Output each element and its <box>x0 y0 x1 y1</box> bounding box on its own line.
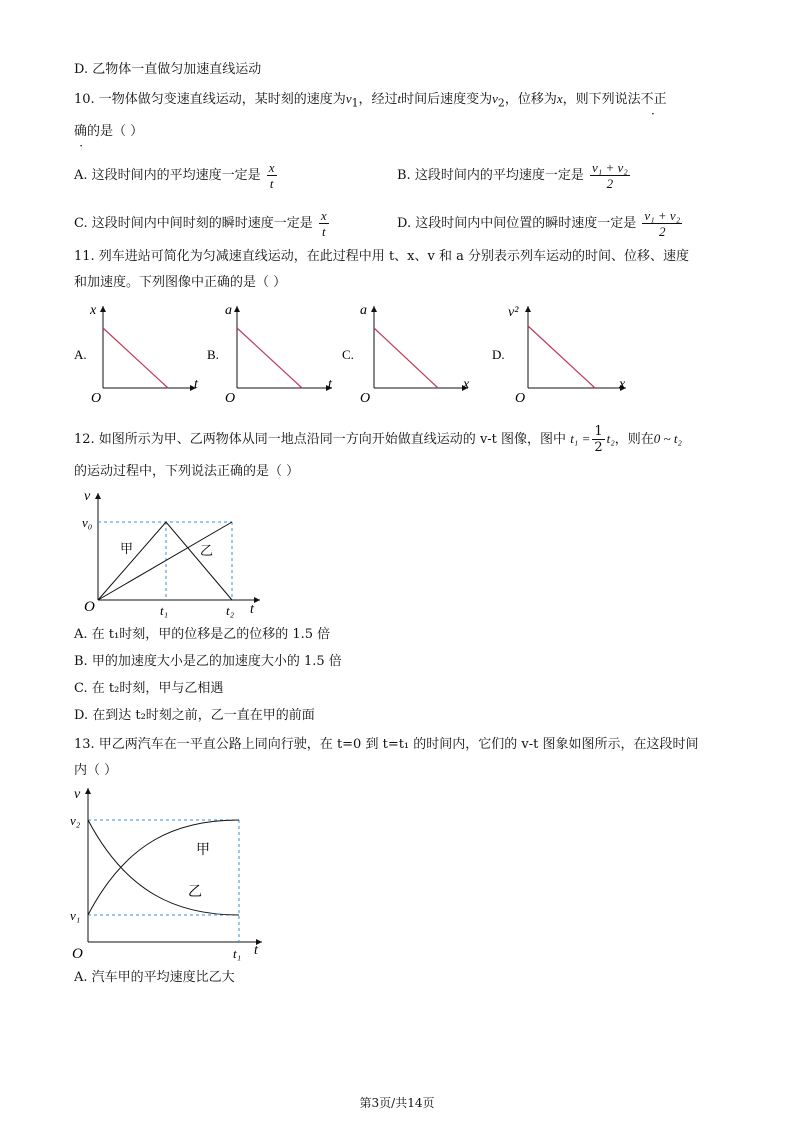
q13-graph <box>66 782 276 967</box>
q10-stem-line1: 10. 一物体做匀变速直线运动，某时刻的速度为$v_1$，经过t时间后速度变为$v_2$，位移为x，则下列说法不正 <box>74 91 667 110</box>
q12-v0-label: v₀ <box>82 515 93 530</box>
q12-graph <box>80 485 280 620</box>
q13-stem-line2: 内（ ） <box>74 763 118 778</box>
q10-option-c: C. 这段时间内中间时刻的瞬时速度一定是 $\frac{x}{t}$ <box>74 208 327 239</box>
q11-graph-c-y-label: a <box>360 303 367 318</box>
q11-graph-c-x-label: x <box>463 377 470 392</box>
q12-stem-line2: 的运动过程中，下列说法正确的是（ ） <box>74 464 300 479</box>
q13-curve-yi <box>88 820 239 915</box>
q11-graph-d-x-label: x <box>619 377 626 392</box>
q11-graph-c-origin: O <box>360 391 371 406</box>
q11-graph-d-line <box>528 326 595 388</box>
q13-x-label: t <box>254 943 258 958</box>
q12-jia-label: 甲 <box>120 541 134 556</box>
q11-stem-line2: 和加速度。下列图像中正确的是（ ） <box>74 275 287 290</box>
q11-graph-a-label: A. <box>74 347 87 362</box>
q13-origin: O <box>72 946 83 962</box>
q11-graph-d <box>492 305 626 406</box>
q12-origin: O <box>84 599 95 615</box>
q11-graph-a-y-label: x <box>90 303 97 318</box>
q13-y-label: v <box>74 787 81 802</box>
q12-option-a: A. 在 t₁时刻，甲的位移是乙的位移的 1.5 倍 <box>74 627 331 642</box>
q11-stem-line1: 11. 列车进站可简化为匀减速直线运动，在此过程中用 t、x、v 和 a 分别表示列车运动的时间、位移、速度 <box>74 249 689 264</box>
q12-t1-label: t₁ <box>160 603 169 618</box>
q13-yi-label: 乙 <box>188 885 202 900</box>
q10-stem-line2: 确的是（ ） <box>74 124 144 139</box>
q12-t2-label: t₂ <box>226 603 235 618</box>
q11-graph-c <box>342 303 470 406</box>
q11-graph-d-y-label: v² <box>508 305 519 320</box>
q12-x-label: t <box>250 602 254 617</box>
q11-graph-d-origin: O <box>515 391 526 406</box>
q13-jia-label: 甲 <box>196 843 210 858</box>
q11-graph-b-line <box>237 328 302 388</box>
page-footer: 第3页/共14页 <box>359 1096 435 1110</box>
q11-graph-b <box>207 303 333 406</box>
q13-v1-label: v₁ <box>70 908 81 923</box>
q12-option-b: B. 甲的加速度大小是乙的加速度大小的 1.5 倍 <box>74 654 342 669</box>
q11-graph-b-origin: O <box>225 391 236 406</box>
q11-graph-a <box>74 303 199 406</box>
q11-graph-b-x-label: t <box>328 377 332 392</box>
q13-t1-label: t₁ <box>233 946 242 961</box>
q13-curve-jia <box>88 820 239 915</box>
q12-yi-label: 乙 <box>200 543 214 558</box>
q10-emphasis: 不正 <box>640 92 667 107</box>
q10-option-d: D. 这段时间内中间位置的瞬时速度一定是 $\frac{\text{v₁ + v₂}}{2}$ <box>397 208 681 239</box>
q12-stem-line1: 12. 如图所示为甲、乙两物体从同一地点沿同一方向开始做直线运动的 v-t 图像，图中 t₁ = $\frac{1}{2}$ t₂，则在0 ~ t₂ <box>74 424 682 455</box>
q13-stem-line1: 13. 甲乙两汽车在一平直公路上同向行驶，在 t=0 到 t=t₁ 的时间内，它们的 v-t 图象如图所示，在这段时间 <box>74 737 699 752</box>
q11-graph-a-line <box>103 328 168 388</box>
q11-graph-c-label: C. <box>342 347 354 362</box>
q11-graph-b-label: B. <box>207 347 219 362</box>
q12-option-c: C. 在 t₂时刻，甲与乙相遇 <box>74 681 224 696</box>
q12-option-d: D. 在到达 t₂时刻之前，乙一直在甲的前面 <box>74 708 315 723</box>
q12-line-yi <box>98 522 232 600</box>
q9-option-d: D. 乙物体一直做匀加速直线运动 <box>74 62 262 77</box>
q13-option-a: A. 汽车甲的平均速度比乙大 <box>74 970 235 985</box>
q11-graph-d-label: D. <box>492 347 505 362</box>
q11-graphs <box>70 298 690 408</box>
q13-v2-label: v₂ <box>70 813 81 828</box>
q11-graph-a-origin: O <box>91 391 102 406</box>
q12-y-label: v <box>84 489 91 504</box>
q11-graph-a-x-label: t <box>194 377 198 392</box>
q11-graph-c-line <box>374 328 438 388</box>
q11-graph-b-y-label: a <box>225 303 232 318</box>
q10-option-a: A. 这段时间内的平均速度一定是 $\frac{x}{t}$ <box>74 160 275 191</box>
q10-option-b: B. 这段时间内的平均速度一定是 $\frac{\text{v₁ + v₂}}{2}$ <box>397 160 628 191</box>
